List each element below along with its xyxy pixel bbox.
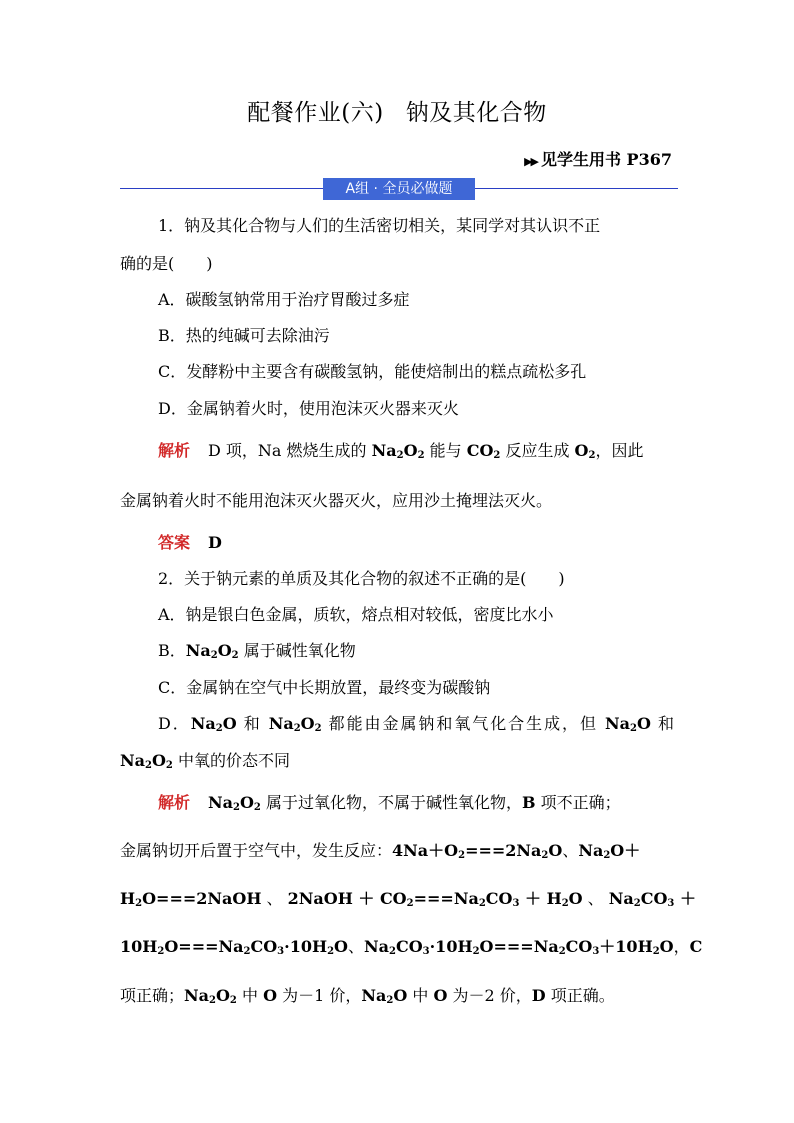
q2-option-c: C．金属钠在空气中长期放置，最终变为碳酸钠 bbox=[158, 678, 491, 697]
q2-analysis-line1: 解析 $Na_2O_2$ 属于过氧化物，不属于碱性氧化物，B 项不正确； bbox=[158, 793, 621, 813]
answer-value: D bbox=[208, 533, 222, 552]
q1-stem-line2: 确的是( ) bbox=[120, 254, 213, 273]
q1-option-a: A．碳酸氢钠常用于治疗胃酸过多症 bbox=[158, 290, 410, 309]
double-arrow-icon: ▶▶ bbox=[524, 155, 537, 168]
q1-stem-line1: 1．钠及其化合物与人们的生活密切相关，某同学对其认识不正 bbox=[158, 216, 601, 235]
page-title: 配餐作业(六) 钠及其化合物 bbox=[247, 100, 547, 126]
q2-option-d-line1: D．$Na_2O$ 和 $Na_2O_2$ 都能由金属钠和氧气化合生成，但 $Na_2O$ 和 bbox=[158, 714, 674, 734]
section-banner: A组 · 全员必做题 bbox=[323, 178, 475, 200]
answer-label: 答案 bbox=[158, 533, 191, 552]
q2-analysis-line4: $10H_2O===Na_2CO_3\cdot 10H_2O$、$Na_2CO_3\cdot 10H_2O===Na_2CO_3+10H_2O$，C bbox=[120, 937, 703, 957]
q1-option-d: D．金属钠着火时，使用泡沫灭火器来灭火 bbox=[158, 399, 459, 418]
q1-option-c: C．发酵粉中主要含有碳酸氢钠，能使焙制出的糕点疏松多孔 bbox=[158, 362, 587, 381]
q2-stem: 2．关于钠元素的单质及其化合物的叙述不正确的是( ) bbox=[158, 569, 565, 588]
page-reference: ▶▶ 见学生用书 P367 bbox=[524, 150, 672, 169]
q1-answer bbox=[158, 530, 222, 553]
q2-analysis-line5: 项正确；$Na_2O_2$ 中 O 为－1 价，$Na_2O$ 中 O 为－2 价，D 项正确。 bbox=[120, 986, 615, 1006]
q1-analysis-line1: 解析 D 项，Na 燃烧生成的 $Na_2O_2$ 能与 $CO_2$ 反应生成 $O_2$，因此 bbox=[158, 441, 644, 461]
q2-option-b: B．$Na_2O_2$ 属于碱性氧化物 bbox=[158, 641, 356, 661]
q2-option-a: A．钠是银白色金属，质软，熔点相对较低，密度比水小 bbox=[158, 605, 554, 624]
q1-option-b: B．热的纯碱可去除油污 bbox=[158, 326, 330, 345]
q2-analysis-line2: 金属钠切开后置于空气中，发生反应：$4Na+O_2===2Na_2O$、$Na_2O+$ bbox=[120, 841, 641, 861]
analysis-label: 解析 bbox=[158, 441, 191, 460]
q2-option-d-line2: $Na_2O_2$ 中氧的价态不同 bbox=[120, 751, 290, 771]
analysis-label: 解析 bbox=[158, 793, 191, 812]
q2-analysis-line3: $H_2O===2NaOH$ 、 2NaOH ＋ $CO_2===Na_2CO_3 + H_2O$ 、 $Na_2CO_3$ ＋ bbox=[120, 889, 696, 909]
q1-analysis-line2: 金属钠着火时不能用泡沫灭火器灭火，应用沙土掩埋法灭火。 bbox=[120, 491, 553, 510]
